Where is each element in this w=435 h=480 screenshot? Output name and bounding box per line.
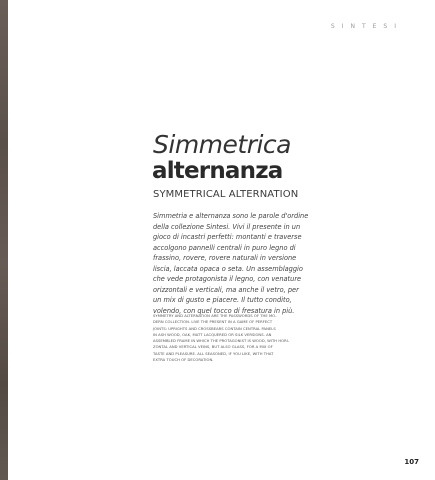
subtitle: SYMMETRICAL ALTERNATION: [153, 189, 299, 200]
body-english-line: IN ASH WOOD, OAK, MATT LACQUERED OR SILK VERSIONS. AN: [153, 332, 272, 337]
body-english: [153, 313, 303, 363]
body-italian-line: orizzontali e verticali, ma anche il vetro, per: [153, 285, 299, 294]
body-english-line: EXTRA TOUCH OF DECORATION.: [153, 358, 214, 363]
body-italian-line: Simmetria e alternanza sono le parole d'ordine: [153, 212, 309, 220]
body-italian-line: accolgono pannelli centrali in puro legno di: [153, 243, 296, 252]
body-italian-line: della collezione Sintesi. Vivi il presente in un: [153, 222, 301, 231]
body-english-line: TASTE AND PLEASURE. ALL SEASONED, IF YOU LIKE, WITH THAT: [153, 351, 274, 356]
body-italian-line: volendo, con quel tocco di fresatura in più.: [153, 306, 295, 315]
body-english-line: ASSEMBLED FRAME IN WHICH THE PROTAGONIST IS WOOD, WITH HORI-: [153, 339, 290, 344]
body-italian-line: gioco di incastri perfetti: montanti e traverse: [153, 233, 302, 241]
section-label: SINTESI: [330, 23, 403, 30]
photo-edge-strip: [0, 0, 8, 480]
body-italian-line: un mix di gusto e piacere. Il tutto condito,: [153, 296, 292, 304]
body-english-line: JOINTS: UPRIGHTS AND CROSSBEARS CONTAIN CENTRAL PANELS: [153, 326, 276, 331]
body-english-line: ZONTAL AND VERTICAL VEINS, BUT ALSO GLASS, FOR A MIX OF: [153, 345, 273, 350]
title-bold: alternanza: [152, 158, 283, 184]
body-italian-line: liscia, laccata opaca o seta. Un assemblaggio: [153, 264, 303, 273]
page-number: 107: [404, 458, 419, 466]
body-italian-line: che vede protagonista il legno, con venature: [153, 275, 302, 283]
body-italian-line: frassino, rovere, rovere naturali in versione: [153, 254, 297, 262]
body-english-line: SYMMETRY AND ALTERNATION ARE THE PASSWORDS OF THE MO-: [153, 314, 277, 318]
title-italic: Simmetrica: [153, 130, 291, 159]
body-italian: [153, 211, 309, 316]
body-english-line: DERN COLLECTION. LIVE THE PRESENT IN A GAME OF PERFECT: [153, 320, 273, 325]
